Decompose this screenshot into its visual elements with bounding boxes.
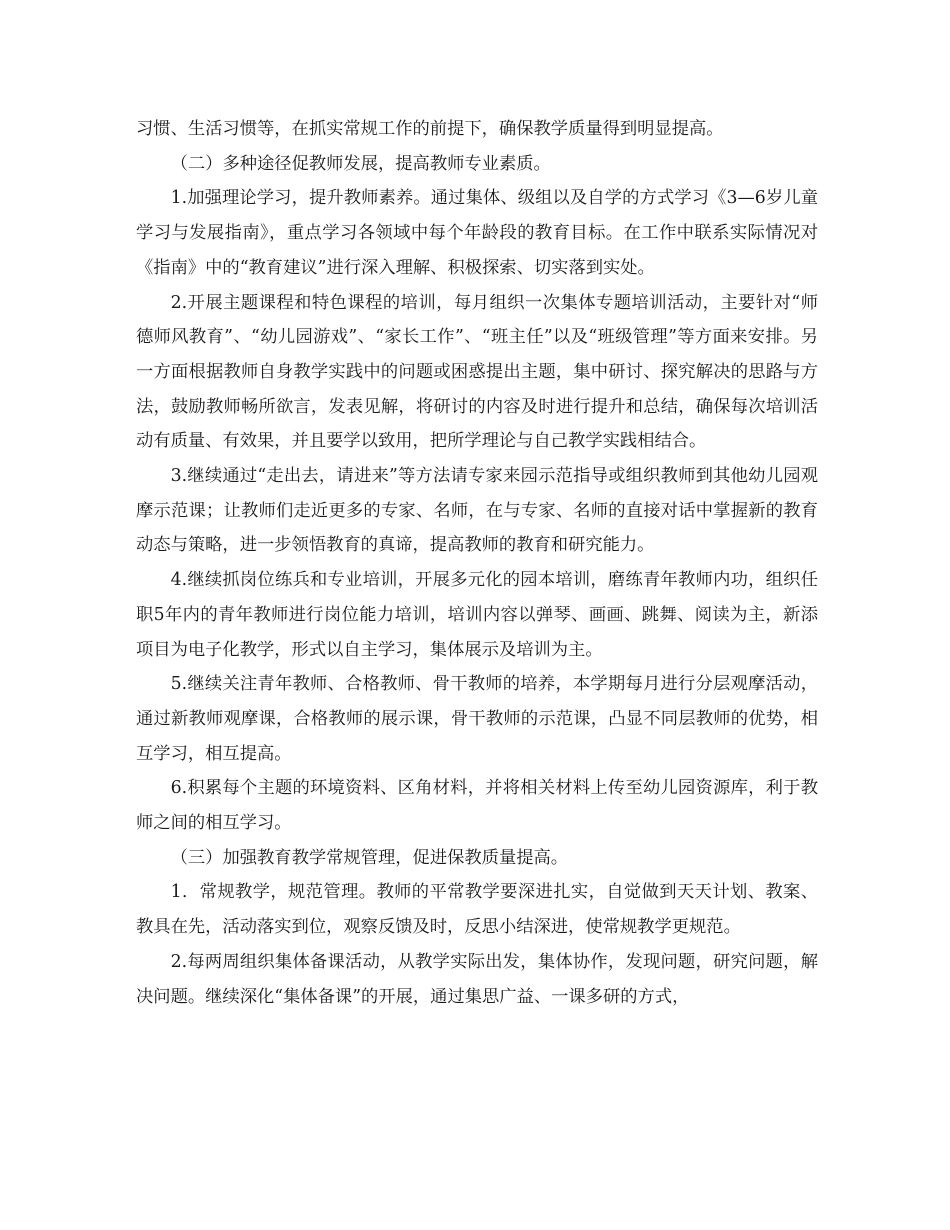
paragraph-item-8: 2.每两周组织集体备课活动，从教学实际出发，集体协作，发现问题，研究问题，解决问题。继续深化“集体备课”的开展，通过集思广益、一课多研的方式，: [136, 951, 818, 1007]
paragraph-continuation: 习惯、生活习惯等，在抓实常规工作的前提下，确保教学质量得到明显提高。: [136, 119, 724, 139]
section-heading-2: （二）多种途径促教师发展，提高教师专业素质。: [170, 153, 551, 174]
paragraph-item-5: 5.继续关注青年教师、合格教师、骨干教师的培养，本学期每月进行分层观摩活动，通过新教师观摩课，合格教师的展示课，骨干教师的示范课，凸显不同层教师的优势，相互学习，相互提高。: [136, 674, 818, 764]
paragraph-item-7: 1．常规教学，规范管理。教师的平常教学要深进扎实，自觉做到天天计划、教案、教具在先，活动落实到位，观察反馈及时，反思小结深进，使常规教学更规范。: [136, 882, 818, 938]
paragraph-item-4: 4.继续抓岗位练兵和专业培训，开展多元化的园本培训，磨练青年教师内功，组织任职5年内的青年教师进行岗位能力培训，培训内容以弹琴、画画、跳舞、阅读为主，新添项目为电子化教学，形式以自主学习，集体展示及培训为主。: [136, 570, 818, 660]
document-body: [136, 112, 818, 1014]
paragraph-item-6: 6.积累每个主题的环境资料、区角材料，并将相关材料上传至幼儿园资源库，利于教师之间的相互学习。: [136, 778, 818, 834]
paragraph-item-1: 1.加强理论学习，提升教师素养。通过集体、级组以及自学的方式学习《3—6岁儿童学习与发展指南》，重点学习各领域中每个年龄段的教育目标。在工作中联系实际情况对《指南》中的“教育建议”进行深入理解、积极探索、切实落到实处。: [136, 188, 818, 278]
paragraph-item-3: 3.继续通过“走出去，请进来”等方法请专家来园示范指导或组织教师到其他幼儿园观摩示范课；让教师们走近更多的专家、名师，在与专家、名师的直接对话中掌握新的教育动态与策略，进一步领悟教育的真谛，提高教师的教育和研究能力。: [136, 466, 818, 556]
paragraph-item-2: 2.开展主题课程和特色课程的培训，每月组织一次集体专题培训活动，主要针对“师德师风教育”、“幼儿园游戏”、“家长工作”、“班主任”以及“班级管理”等方面来安排。另一方面根据教师自身教学实践中的问题或困惑提出主题，集中研讨、探究解决的思路与方法，鼓励教师畅所欲言，发表见解，将研讨的内容及时进行提升和总结，确保每次培训活动有质量、有效果，并且要学以致用，把所学理论与自己教学实践相结合。: [136, 292, 818, 452]
section-heading-3: （三）加强教育教学常规管理，促进保教质量提高。: [170, 847, 569, 868]
